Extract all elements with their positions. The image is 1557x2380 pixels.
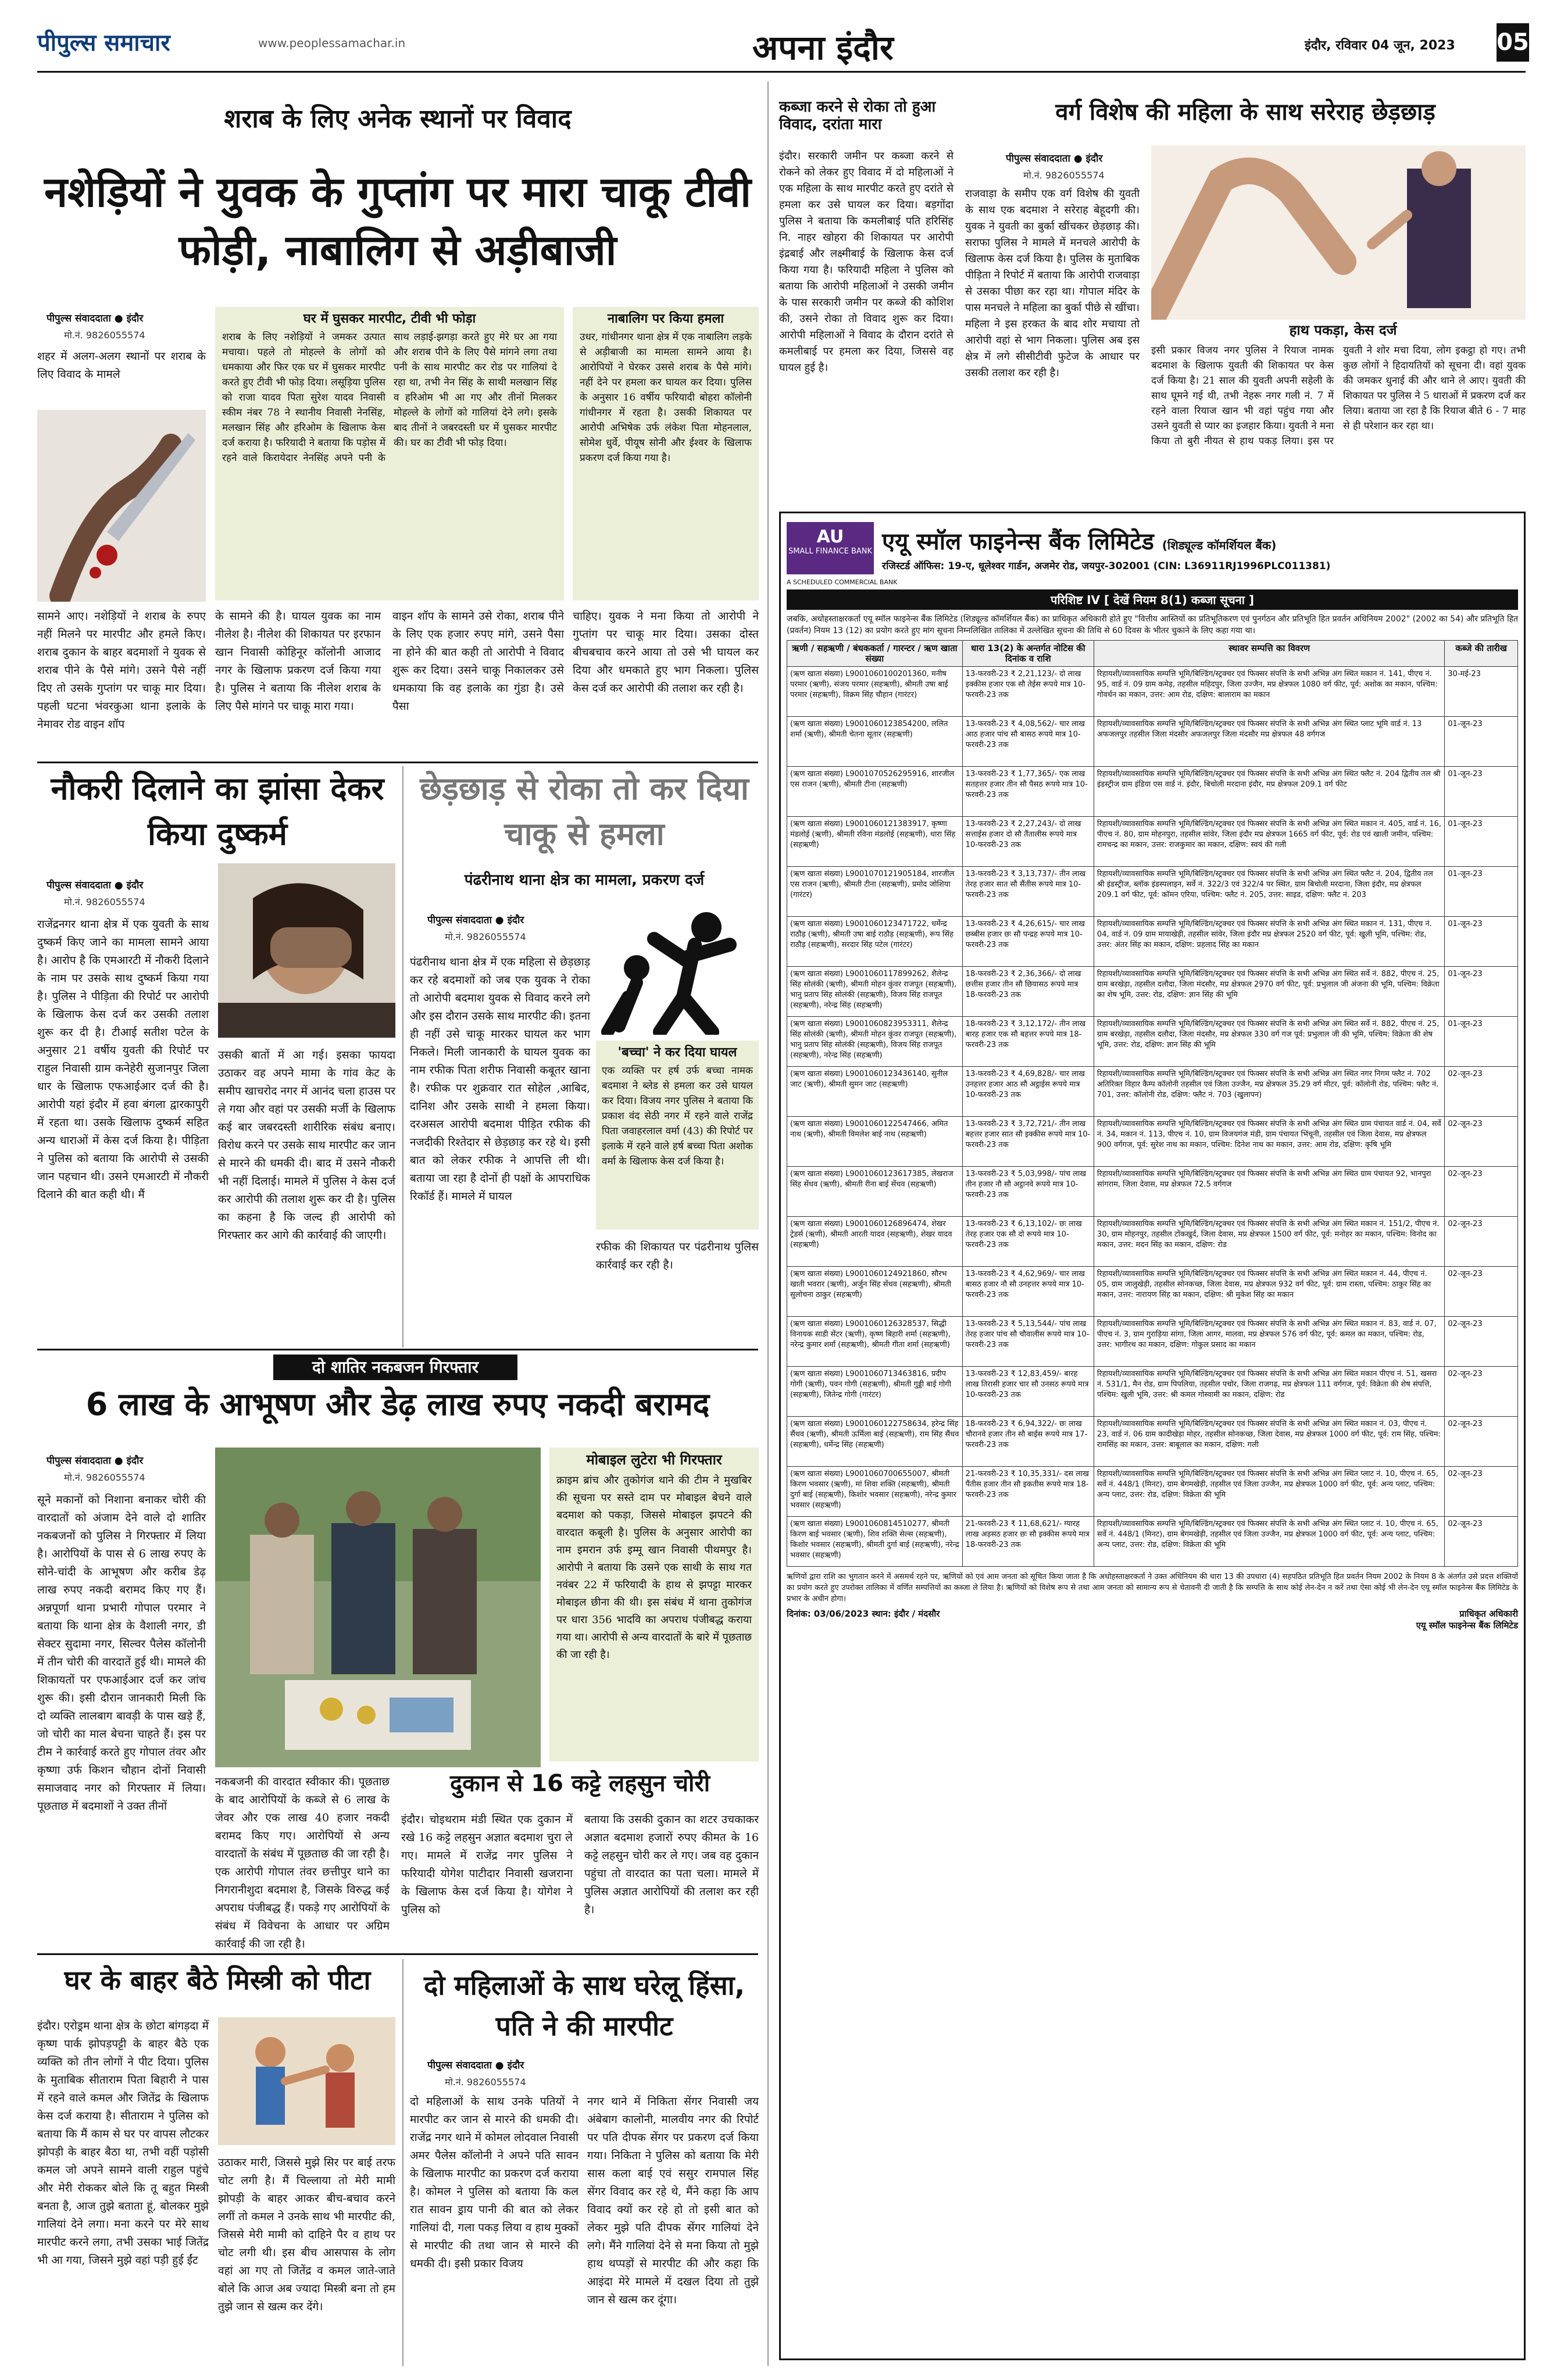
story5-headline: दुकान से 16 कट्टे लहसुन चोरी — [449, 1770, 710, 1797]
story2-headline: नौकरी दिलाने का झांसा देकर किया दुष्कर्म — [51, 770, 384, 852]
notice-place-date: दिनांक: 03/06/2023 स्थान: इंदौर / मंदसौर — [787, 1609, 940, 1619]
table-cell: (ऋण खाता संख्या) L9001060123854200, ललित शर्मा (ऋणी), श्रीमती चेतना सूतार (सहऋणी) — [787, 717, 963, 767]
table-cell: 01-जून-23 — [1445, 767, 1518, 817]
notice-table-body — [787, 667, 1518, 1567]
table-cell: रिहायशी/व्यावसायिक सम्पत्ति भूमि/बिल्डिंग/स्ट्रक्चर एवं फिक्सर संपत्ति के सभी अभिन्न अंग स्थित मकान नं. 151/2, पीएच नं. 30, ग्राम मोहनपुर, तहसील टोंकखुर्द, जिला देवास, मप्र क्षेत्रफल 1500 वर्ग फीट, पूर्व: मनोहर का मकान, पश्चिम: विनोद का मकान, उत्तर: मदन सिंह का मकान, दक्षिण: रोड — [1094, 1217, 1444, 1267]
story4-photo — [215, 1448, 541, 1767]
table-cell: रिहायशी/व्यावसायिक सम्पत्ति भूमि/बिल्डिंग/स्ट्रक्चर एवं फिक्सर संपत्ति के सभी अभिन्न अंग स्थित फ्लैट नं. 204 द्वितीय तल श्री इंडस्ट्रीज ग्राम इंडिया एस वार्ड नं. इंदौर, बिचोली मरदाना इंदौर, मप्र क्षेत्रफल 209.1 वर्ग फीट — [1094, 767, 1444, 817]
story7-headline: दो महिलाओं के साथ घरेलू हिंसा, पति ने की मारपीट — [423, 1970, 745, 2042]
story3-photo — [596, 898, 759, 1035]
table-cell: 13-फरवरी-23 ₹ 3,72,721/- तीन लाख बहत्तर हजार सात सौ इक्कीस रूपये मात्र 10-फरवरी-23 तक — [962, 1117, 1094, 1167]
story6-headline: घर के बाहर बैठे मिस्त्री को पीटा — [64, 1964, 371, 1996]
table-cell: 30-मई-23 — [1445, 667, 1518, 717]
story1-headline: नशेड़ियों ने युवक के गुप्तांग पर मारा चाकू टीवी फोड़ी, नाबालिग से अड़ीबाजी — [44, 167, 751, 274]
story9-byline: पीपुल्स संवाददाता ● इंदौर — [1006, 153, 1103, 165]
table-cell: 02-जून-23 — [1445, 1317, 1518, 1367]
story4-box — [549, 1448, 759, 1761]
bank-tagline: A SCHEDULED COMMERCIAL BANK — [787, 578, 898, 586]
table-cell: 02-जून-23 — [1445, 1367, 1518, 1417]
divider — [37, 762, 758, 763]
section-title: अपना इंदौर — [752, 28, 894, 67]
bank-logo-subtext: SMALL FINANCE BANK — [788, 547, 873, 556]
table-row — [787, 767, 1518, 817]
table-cell: रिहायशी/व्यावसायिक सम्पत्ति भूमि/बिल्डिंग/स्ट्रक्चर एवं फिक्सर संपत्ति के सभी अभिन्न अंग स्थित प्लाट नं. 10, पीएच नं. 65, सर्वे नं. 448/1 (मिनट), ग्राम बेगमखेड़ी, तहसील एवं जिला उज्जैन, मप्र क्षेत्रफल 1000 वर्ग फीट, पूर्व: अन्य प्लाट, पश्चिम: अन्य प्लाट, उत्तर: रोड, दक्षिण: विक्रेता की भूमि — [1094, 1517, 1444, 1567]
divider — [402, 766, 403, 1348]
bank-address: रजिस्टर्ड ऑफिस: 19-ए, धूलेश्वर गार्डन, अजमेर रोड, जयपुर-302001 (CIN: L36911RJ1996PLC011381) — [882, 560, 1331, 572]
table-cell: 13-फरवरी-23 ₹ 4,62,969/- चार लाख बासठ हजार नौ सौ उनहत्तर रूपये मात्र 10-फरवरी-23 तक — [962, 1267, 1094, 1317]
table-row — [787, 1167, 1518, 1217]
notice-table — [787, 640, 1518, 1567]
story4-col2: नकबजनी की वारदात स्वीकार की। पूछताछ के बाद आरोपियों के कब्जे से 6 लाख के जेवर और एक लाख 40 हजार नकदी बरामद किए गए। आरोपियों से अन्य वारदातों के संबंध में पूछताछ की जा रही है। एक आरोपी गोपाल तंवर छत्तीपुर थाने का निगरानीशुदा बदमाश है, जिसके विरुद्ध कई अपराध पंजीबद्ध हैं। पकड़े गए आरोपियों के संबंध में विवेचना के आधार पर अग्रिम कार्रवाई की जा रही है। — [215, 1775, 390, 1950]
bank-notice — [779, 512, 1526, 2360]
table-cell: 13-फरवरी-23 ₹ 5,13,544/- पांच लाख तेरह हजार पांच सौ चौवालीस रूपये मात्र 10-फरवरी-23 तक — [962, 1317, 1094, 1367]
notice-signatory: प्राधिकृत अधिकारी — [1459, 1609, 1518, 1619]
story3-headline: छेड़छाड़ से रोका तो कर दिया चाकू से हमला — [420, 770, 749, 852]
police-arrest-photo — [215, 1448, 541, 1767]
table-row — [787, 1267, 1518, 1317]
table-cell: (ऋण खाता संख्या) L9001060123436140, सुनील जाट (ऋणी), श्रीमती सुमन जाट (सहऋणी) — [787, 1067, 963, 1117]
story4-banner: दो शातिर नकबजन गिरफ्तार — [273, 1355, 517, 1380]
story1-box-tv — [215, 307, 564, 601]
knife-attack-silhouette — [596, 898, 759, 1035]
story6-photo — [218, 2017, 395, 2145]
table-cell: (ऋण खाता संख्या) L9001060123471722, धर्मेन्द्र राठौड़ (ऋणी), श्रीमती उषा बाई राठौड़ (सहऋणी), रूप सिंह राठौड़ (सहऋणी), सरदार सिंह पटेल (गारंटर) — [787, 917, 963, 967]
table-cell: (ऋण खाता संख्या) L9001060700655007, श्रीमती किरण भवसार (ऋणी), मां शिवा शक्ति (सहऋणी), श्रीमती दुर्गा बाई (सहऋणी), किशोर भवसार (सहऋणी), नरेन्द्र कुमार भवसार (सहऋणी) — [787, 1467, 963, 1517]
bank-logo — [787, 522, 874, 574]
story6-col2: उठाकर मारी, जिससे मुझे सिर पर बाई तरफ चोट लगी है। मैं चिल्लाया तो मेरी मामी झोपड़ी के बाहर आकर बीच-बचाव करने लगीं तो कमल ने उनके साथ भी मारपीट की, जिससे मेरी मामी को दाहिने पैर व हाथ पर चोट लगी थी। इस बीच आसपास के लोग वहां आ गए तो जितेंद्र व कमल जाते-जाते बोले कि आज अब ज्यादा मिस्त्री बना तो हम तुझे जान से खत्म कर देंगे। — [218, 2156, 395, 2313]
story4-mobile: मो.नं. 9826055574 — [64, 1472, 145, 1483]
table-cell: 13-फरवरी-23 ₹ 6,13,102/- छः लाख तेरह हजार एक सौ दो रूपये मात्र 10-फरवरी-23 तक — [962, 1217, 1094, 1267]
table-cell: रिहायशी/व्यावसायिक सम्पत्ति भूमि/बिल्डिंग/स्ट्रक्चर एवं फिक्सर संपत्ति के सभी अभिन्न अंग स्थित मकान नं. 03, पीएच नं. 23, वार्ड नं. 06 ग्राम कादीखेड़ा मोहर, तहसील सोनकच्छ, जिला देवास, मप्र क्षेत्रफल 1000 वर्ग फीट, पूर्व: राम सिंह, पश्चिम: रामसिंह का मकान, उत्तर: बाबूलाल का मकान, दक्षिण: गली — [1094, 1417, 1444, 1467]
table-row — [787, 1367, 1518, 1417]
box-text: क्राइम ब्रांच और तुकोगंज थाने की टीम ने मुखबिर की सूचना पर सस्ते दाम पर मोबाइल बेचने वाले बदमाश को पकड़ा, जिससे मोबाइल झपटने की वारदात कबूली है। पुलिस के अनुसार आरोपी का नाम इमरान उर्फ इम्मू खान निवासी पीथमपुर है। आरोपी ने बताया कि उसने एक साथी के साथ गत नवंबर 22 में फरियादी के हाथ से झपट्टा मारकर मोबाइल छीना की थी। इस संबंध में थाना तुकोगंज पर धारा 356 भादवि का अपराध पंजीबद्ध कराया गया था। आरोपी से अन्य वारदातों के बारे में पूछताछ की जा रही है। — [556, 1474, 752, 1661]
table-cell: (ऋण खाता संख्या) L9001060117899262, शैलेन्द्र सिंह सोलंकी (ऋणी), श्रीमती मोहन कुंवर राजपूत (सहऋणी), भानु प्रताप सिंह सोलंकी (सहऋणी), विजय सिंह राजपूत (सहऋणी), नरेन्द्र सिंह (सहऋणी) — [787, 967, 963, 1017]
notice-intro: जबकि, अधोहस्ताक्षरकर्ता एयू स्मॉल फाइनेन्स बैंक लिमिटेड (शिड्यूल्ड कॉमर्शियल बैंक) का प्राधिकृत अधिकारी होते हुए "वित्तीय आस्तियों का प्रतिभूतिकरण एवं पुनर्गठन और प्रतिभूति हित प्रवर्तन अधिनियम 2002" (2002 का 54) और प्रतिभूति हित (प्रवर्तन) नियम 13 (12) का प्रयोग करते हुए मांग सूचना निम्नलिखित तालिका में उल्लेखित सूचना की तिथि से 60 दिवस के भीतर चुकाने के लिए कहा गया था। — [787, 614, 1518, 635]
box-text: शराब के लिए नशेड़ियों ने जमकर उत्पात मचाया। पहले तो मोहल्ले के लोगों को धमकाया और फिर एक घर में घुसकर मारपीट करते हुए टीवी भी फोड़ दिया। लसूड़िया पुलिस को राजा यादव पिता सुरेश यादव निवासी स्कीम नंबर 78 ने स्थानीय निवासी नेनसिंह, मलखान सिंह और हरिओम के खिलाफ केस दर्ज कराया है। फरियादी ने बताया कि पड़ोस में रहने वाले किरायेदार नेनसिंह अपने पनी के साथ लड़ाई-झगड़ा करते हुए मेरे घर आ गया और शराब पीने के लिए पैसे मांगने लगा तथा पनी के साथ मारपीट कर रोड पर गालियां दे रहा था, तभी नेन सिंह के साथी मलखान सिंह व हरिओम भी आ गए और तीनों मिलकर मोहल्ले के लोगों को गालियां देने लगे। इसके बाद तीनों ने जबरदस्ती घर में घुसकर मारपीट की। घर का टीवी भी फोड़ दिया। — [222, 331, 557, 464]
divider — [37, 1953, 758, 1955]
story2-col1: राजेंद्रनगर थाना क्षेत्र में एक युवती के साथ दुष्कर्म किए जाने का मामला सामने आया है। आरोप है कि एमआरटी में नौकरी दिलाने के नाम पर उसके साथ दुष्कर्म किया गया है। पुलिस ने पीड़िता की रिपोर्ट पर आरोपी के खिलाफ केस दर्ज कर उसकी तलाश शुरू कर दी है। टीआई सतीश पटेल के अनुसार 21 वर्षीय युवती की रिपोर्ट पर राहुल निवासी ग्राम कनेहेरी सुजानपुर जिला धार के खिलाफ एफआईआर दर्ज की है। आरोपी यहां इंदौर में हवा बंगला द्वारकापुरी में रहता था। उसके खिलाफ दुष्कर्म सहित अन्य धाराओं में केस दर्ज किया है। पीड़िता ने पुलिस को बताया कि आरोपी से उसकी जान पहचान थी। उसने एमआरटी में नौकरी दिलाने की बात कही थी। मैं — [37, 918, 209, 1201]
table-row — [787, 917, 1518, 967]
table-row — [787, 967, 1518, 1017]
table-cell: 01-जून-23 — [1445, 917, 1518, 967]
table-cell: रिहायशी/व्यावसायिक सम्पत्ति भूमि/बिल्डिंग/स्ट्रक्चर एवं फिक्सर संपत्ति के सभी अभिन्न अंग स्थित सर्वे नं. 882, पीएच नं. 25, ग्राम बरखेड़ा, तहसील दलौदा, जिला मंदसौर, मप्र क्षेत्रफल 330 वर्ग गज पूर्व: प्रभुलाल जी की भूमि, पश्चिम: विक्रेता की शेष भूमि, उत्तर: रोड, दक्षिण: ज्ञान सिंह की भूमि — [1094, 1017, 1444, 1067]
table-cell: रिहायशी/व्यावसायिक सम्पत्ति भूमि/बिल्डिंग/स्ट्रक्चर एवं फिक्सर संपत्ति के सभी अभिन्न अंग स्थित मकान नं. 141, पीएच नं. 95, वार्ड नं. 09 ग्राम कमेड़, तहसील महिदपुर, जिला उज्जैन, मप्र क्षेत्रफल 1080 वर्ग फीट, पूर्व: अशोक का मकान, पश्चिम: गोवर्धन का मकान, उत्तर: आम रोड, दक्षिण: बालाराम का मकान — [1094, 667, 1444, 717]
table-cell: (ऋण खाता संख्या) L9001060100201360, मनीष परमार (ऋणी), संजय परमार (सहऋणी), श्रीमती उषा बाई परमार (सहऋणी), विक्रम सिंह चौहान (गारंटर) — [787, 667, 963, 717]
table-cell: रिहायशी/व्यावसायिक सम्पत्ति भूमि/बिल्डिंग/स्ट्रक्चर एवं फिक्सर संपत्ति के सभी अभिन्न अंग स्थित ग्राम पंचायत 92, भानपुरा सांगराम, जिला देवास, मप्र क्षेत्रफल 72.5 वर्गगज — [1094, 1167, 1444, 1217]
notice-table-header — [787, 641, 1518, 667]
beating-illustration — [218, 2017, 395, 2145]
column-header: कब्जे की तारीख — [1445, 641, 1518, 667]
table-cell: 13-फरवरी-23 ₹ 5,03,998/- पांच लाख तीन हजार नौ सौ अट्ठानवे रूपये मात्र 10-फरवरी-23 तक — [962, 1167, 1094, 1217]
table-cell: 01-जून-23 — [1445, 1017, 1518, 1067]
story1-col3: वाइन शॉप के सामने उसे रोका, शराब पीने के लिए एक हजार रुपए मांगे, उसने पैसा ना होने की बात कही तो आरोपी ने विवाद शुरू कर दिया। उसने चाकू निकालकर उसे धमकाया कि वह इलाके का गुंडा है। उसे पैसा — [392, 610, 564, 713]
assault-victim-illustration — [218, 863, 395, 1038]
box-title: मोबाइल लुटेरा भी गिरफ्तार — [586, 1452, 722, 1468]
table-cell: 02-जून-23 — [1445, 1067, 1518, 1117]
table-cell: 01-जून-23 — [1445, 867, 1518, 917]
table-cell: (ऋण खाता संख्या) L9001070526295916, शारजील एस राजन (ऋणी), श्रीमती टीना (सहऋणी) — [787, 767, 963, 817]
story4-headline: 6 लाख के आभूषण और डेढ़ लाख रुपए नकदी बरामद — [85, 1386, 710, 1423]
table-cell: रिहायशी/व्यावसायिक सम्पत्ति भूमि/बिल्डिंग/स्ट्रक्चर एवं फिक्सर संपत्ति के सभी अभिन्न अंग स्थित प्लाट भूमि वार्ड नं. 13 अफजलपुर तहसील जिला मंदसौर अफजलपुर जिला मंदसौर मप्र क्षेत्रफल 48 वर्गगज — [1094, 717, 1444, 767]
box-title: घर में घुसकर मारपीट, टीवी भी फोड़ा — [303, 312, 476, 326]
table-cell: (ऋण खाता संख्या) L9001060823953311, शैलेन्द्र सिंह सोलंकी (ऋणी), श्रीमती मोहन कुंवर राजपूत (सहऋणी), भानु प्रताप सिंह सोलंकी (सहऋणी), विजय सिंह राजपूत (सहऋणी), नरेन्द्र सिंह (सहऋणी) — [787, 1017, 963, 1067]
table-row — [787, 1117, 1518, 1167]
table-cell: रिहायशी/व्यावसायिक सम्पत्ति भूमि/बिल्डिंग/स्ट्रक्चर एवं फिक्सर संपत्ति के सभी अभिन्न अंग स्थित फ्लैट नं. 204, द्वितीय तल श्री इंडस्ट्रीज, ब्लॉक इंडस्पलाइन, सर्वे नं. 322/3 एवं 322/4 पर स्थित, ग्राम बिचोली मरदाना, जिला इंदौर, मप्र क्षेत्रफल 209.1 वर्ग फीट, पूर्व: कॉमन एरिया, पश्चिम: फ्लैट नं. 205, उत्तर: साइड, दक्षिण: फ्लैट नं. 203 — [1094, 867, 1444, 917]
table-cell: (ऋण खाता संख्या) L9001060121383917, कृष्णा मंडलोई (ऋणी), श्रीमती रविना मंडलोई (सहऋणी), धारा सिंह (सहऋणी) — [787, 817, 963, 867]
website-url[interactable]: www.peoplessamachar.in — [258, 36, 406, 50]
table-cell: (ऋण खाता संख्या) L9001060814510277, श्रीमती किरण बाई भवसार (ऋणी), शिव शक्ति सेल्स (सहऋणी), किशोर भवसार (सहऋणी), श्रीमती दुर्गा बाई (सहऋणी), नरेन्द्र भवसार (सहऋणी) — [787, 1517, 963, 1567]
story1-photo-knife — [37, 410, 206, 602]
table-cell: (ऋण खाता संख्या) L9001060126328537, सिद्धी विनायक साडी सेंटर (ऋणी), कृष्ण बिहारी शर्मा (सहऋणी), नरेन्द्र कुमार शर्मा (सहऋणी), श्रीमती गीता शर्मा (सहऋणी) — [787, 1317, 963, 1367]
story7-col1: दो महिलाओं के साथ उनके पतियों ने मारपीट कर जान से मारने की धमकी दी। राजेंद्र नगर थाने में कोमल लोदवाल निवासी अमर पैलेस कॉलोनी ने अपने पति सावन के खिलाफ मारपीट का प्रकरण दर्ज कराया है। कोमल ने पुलिस को बताया कि कल रात सावन ड्राय पानी की बात को लेकर गालियां दी, गला पकड़ लिया व हाथ मुक्कों से मारपीट की तथा जान से मारने की धमकी दी। इसी प्रकार विजय — [410, 2095, 578, 2270]
table-row — [787, 717, 1518, 767]
table-cell: 02-जून-23 — [1445, 1267, 1518, 1317]
box-title: 'बच्चा' ने कर दिया घायल — [617, 1045, 737, 1060]
story9-box-text: इसी प्रकार विजय नगर पुलिस ने रियाज नामक बदमाश के खिलाफ युवती की शिकायत पर केस दर्ज किया है। 21 साल की युवती अपनी सहेली के साथ घूमने गई थी, तभी नेहरू नगर गली नं. 7 में रहने वाला रियाज खान भी वहां पहुंच गया और उसने युवती से प्यार का इजहार किया। युवती ने मना किया तो बुरी नीयत से हाथ पकड़ लिया। इस पर युवती ने शोर मचा दिया, लोग इकट्ठा हो गए। तभी कुछ लोगों ने हिदायतियों को सूचना दी। वहां युवक की जमकर धुनाई की और थाने ले आए। युवती की शिकायत पर पुलिस ने 5 धाराओं में प्रकरण दर्ज कर लिया। बताया जा रहा है कि रियाज बीते 6 - 7 माह से ही परेशान कर रहा था। — [1151, 345, 1526, 447]
table-cell: 02-जून-23 — [1445, 1167, 1518, 1217]
column-header: ऋणी / सहऋणी / बंधककर्ता / गारन्टर / ऋण खाता संख्या — [787, 641, 963, 667]
table-cell: रिहायशी/व्यावसायिक सम्पत्ति भूमि/बिल्डिंग/स्ट्रक्चर एवं फिक्सर संपत्ति के सभी अभिन्न अंग स्थित सर्वे नं. 882, पीएच नं. 25, ग्राम बरखेड़ा, तहसील दलौदा, जिला मंदसौर, मप्र क्षेत्रफल 2970 वर्ग फीट, पूर्व: प्रभुलाल जी अंजना की भूमि, पश्चिम: विक्रेता का शेष भूमि, उत्तर: रोड, दक्षिण: ज्ञान सिंह की भूमि — [1094, 967, 1444, 1017]
story9-box-title: हाथ पकड़ा, केस दर्ज — [1289, 322, 1397, 338]
story1-col2: के सामने की है। घायल युवक का नाम नीलेश है। नीलेश की शिकायत पर इरफान खान निवासी कोहिनूर कॉलोनी आजाद नगर के खिलाफ प्रकरण दर्ज किया गया है। पुलिस ने बताया कि नीलेश शराब के लिए पैसे मांगने पर चाकू मारा गया। — [215, 610, 381, 713]
story1-box-minor — [573, 307, 759, 601]
story7-col2: नगर थाने में निकिता सेंगर निवासी जय अंबेबाग कालोनी, मालवीय नगर की रिपोर्ट पर पति दीपक सेंगर पर प्रकरण दर्ज किया गया। निकिता ने पुलिस को बताया कि मेरी सास कला बाई एवं ससुर रामपाल सिंह सेंगर विवाद कर रहे थे, मैंने कहा कि आप विवाद क्यों कर रहे हो तो इसी बात को लेकर मुझे पति दीपक सेंगर गालियां देने लगे। मैंने गालियां देने से मना किया तो मुझे हाथ थप्पड़ों से मारपीट की और कहा कि आइंदा मेरे मामले में दखल दिया तो तुझे जान से खत्म कर दूंगा। — [587, 2095, 759, 2306]
story1-col4: चाहिए। युवक ने मना किया तो आरोपी ने गुप्तांग पर चाकू मार दिया। उसका दोस्त बीचबचाव करने आया तो उसे भी घायल कर दिया और धमकाते हुए भाग निकला। पुलिस केस दर्ज कर आरोपी की तलाश कर रही है। — [573, 610, 759, 695]
story3-col1: पंढरीनाथ थाना क्षेत्र में एक महिला से छेड़छाड़ कर रहे बदमाशों को जब एक युवक ने रोका तो आरोपी बदमाश युवक से विवाद करने लगे और इस दौरान उसके साथ मारपीट की। इतना ही नहीं उसे चाकू मारकर घायल कर भाग निकले। मिली जानकारी के घायल युवक का नाम रफीक पिता शरीफ निवासी कबूतर खाना है। रफीक पर शुक्रवार रात सोहेल ,आबिद, दानिश और उसके साथी ने हमला किया। दरअसल आरोपी बदमाश पीड़ित रफीक की नजदीकी रिश्तेदार से छेड़छाड़ कर रहे थे। इसी बात को लेकर रफीक ने आपत्ति ली थी। बताया जा रहा है दोनों ही पक्षों के आपराधिक रिकॉर्ड हैं। मामले में घायल — [410, 956, 590, 1203]
story5-col2: बताया कि उसकी दुकान का शटर उचकाकर अज्ञात बदमाश हजारों रुपए कीमत के 16 कट्टे लहसुन चोरी कर ले गए। जब वह दुकान पहुंचा तो वारदात का पता चला। मामले में पुलिस अज्ञात आरोपियों की तलाश कर रही है। — [584, 1813, 759, 1916]
story2-mobile: मो.नं. 9826055574 — [64, 896, 145, 907]
story4-col1: सूने मकानों को निशाना बनाकर चोरी की वारदातों को अंजाम देने वाले दो शातिर नकबजनों को पुलिस ने गिरफ्तार में लिया है। आरोपियों के पास से 6 लाख रुपए के सोने-चांदी के आभूषण और करीब डेढ़ लाख रुपए नकदी बरामद किए गए हैं। अन्नपूर्णा थाना प्रभारी गोपाल परमार ने बताया कि थाना क्षेत्र के वैशाली नगर, डी सेक्टर सुदामा नगर, सिल्वर पैलेस कॉलोनी में तीन चोरी की वारदातें हुई थी। मामले की शिकायतों पर एफआईआर दर्ज कर जांच शुरू की। इसी दौरान जानकारी मिली कि दो व्यक्ति लालबाग बावड़ी के पास खड़े हैं, जो चोरी का माल बेचना चाहते हैं। इस पर टीम ने कार्रवाई करते हुए गोपाल तंवर और कृष्णा उर्फ किशन चौहान दोनों निवासी समाजवाद नगर को गिरफ्तार में लिया। पूछताछ में बदमाशों ने उक्त तीनों — [37, 1493, 206, 1813]
story3-box — [596, 1041, 759, 1230]
box-text: उधर, गांधीनगर थाना क्षेत्र में एक नाबालिग लड़के से अड़ीबाजी का मामला सामने आया है। आरोपियों ने घेरकर उससे शराब के पैसे मांगे। नहीं देने पर हमला कर घायल कर दिया। पुलिस के अनुसार 16 वर्षीय फरियादी बोहरा कॉलोनी गांधीनगर में रहता है। उसकी शिकायत पर आरोपी अभिषेक उर्फ लंकेश पिता मोहनलाल, सोमेश धुर्वे, पीयूष सोनी और ईश्वर के खिलाफ प्रकरण दर्ज किया गया है। — [580, 331, 752, 464]
story3-mobile: मो.नं. 9826055574 — [445, 931, 526, 942]
table-cell: (ऋण खाता संख्या) L9001060126896474, शेखर ट्रेडर्स (ऋणी), श्रीमती आरती यादव (सहऋणी), शेखर यादव (सहऋणी) — [787, 1217, 963, 1267]
bank-name-text: एयू स्मॉल फाइनेन्स बैंक लिमिटेड — [882, 528, 1154, 555]
masthead — [37, 23, 1529, 70]
divider — [767, 81, 769, 2366]
table-row — [787, 867, 1518, 917]
story5-col1: इंदौर। चोइथराम मंडी स्थित एक दुकान में रखे 16 कट्टे लहसुन अज्ञात बदमाश चुरा ले गए। मामले में राजेंद्र नगर पुलिस ने फरियादी योगेश पाटीदार निवासी खजराना के खिलाफ केस दर्ज किया है। योगेश ने पुलिस को — [401, 1813, 573, 1916]
story3-subhead: पंढरीनाथ थाना क्षेत्र का मामला, प्रकरण दर्ज — [464, 871, 705, 889]
table-cell: (ऋण खाता संख्या) L9001070121905184, शारजील एस राजन (ऋणी), श्रीमती टीना (सहऋणी), प्रमोद जोशिया (गारंटर) — [787, 867, 963, 917]
table-row — [787, 1067, 1518, 1117]
table-cell: रिहायशी/व्यावसायिक सम्पत्ति भूमि/बिल्डिंग/स्ट्रक्चर एवं फिक्सर संपत्ति के सभी अभिन्न अंग स्थित मकान पीएच नं. 51, खसरा नं. 531/1, मैन रोड, ग्राम पिपलिया, तहसील पचोर, जिला राजगढ़, मप्र क्षेत्रफल 111 वर्गगज, पूर्व: विक्रेता की शेष संपत्ति, पश्चिम: खुली भूमि, उत्तर: श्री कमल गोस्वामी का मकान, दक्षिण: रोड — [1094, 1367, 1444, 1417]
box-text: एक व्यक्ति पर हर्ष उर्फ बच्चा नामक बदमाश ने ब्लेड से हमला कर उसे घायल कर दिया। विजय नगर पुलिस ने बताया कि प्रकाश वंद सेठी नगर में रहने वाले राजेंद्र पिता जवाहरलाल वर्मा (43) की रिपोर्ट पर इलाके में रहने वाले हर्ष बच्चा पिता अशोक वर्मा के खिलाफ केस दर्ज किया है। — [602, 1065, 753, 1168]
table-cell: 01-जून-23 — [1445, 817, 1518, 867]
table-cell: 13-फरवरी-23 ₹ 2,27,243/- दो लाख सत्ताईस हजार दो सौ तैंतालीस रूपये मात्र 10-फरवरी-23 तक — [962, 817, 1094, 867]
table-cell: 02-जून-23 — [1445, 1117, 1518, 1167]
column-header: स्थावर सम्पत्ति का विवरण — [1094, 641, 1444, 667]
story9-text: राजवाड़ा के समीप एक वर्ग विशेष की युवती के साथ एक बदमाश ने सरेराह बेहूदगी की। युवक ने युवती का बुर्का खींचकर छेड़छाड़ की। सराफा पुलिस ने मामले में मनचले आरोपी के खिलाफ केस दर्ज किया है। पुलिस के मुताबिक पीड़िता ने रिपोर्ट में बताया कि आरोपी राजवाड़ा से उसका पीछा कर रहा था। गोपाल मंदिर के पास मनचले ने महिला का बुर्का पीछे से खींचा। महिला ने इस हरकत के बाद शोर मचाया तो आरोपी वहां से भाग निकला। पुलिस अब इस क्षेत्र में लगे सीसीटीवी फुटेज के आधार पर उसकी तलाश कर रही है। — [965, 188, 1140, 379]
table-cell: (ऋण खाता संख्या) L9001060123617385, लेखराज सिंह सेंधव (ऋणी), श्रीमती रीना बाई सेंधव (सहऋणी) — [787, 1167, 963, 1217]
story6-col1: इंदौर। एरोड्रम थाना क्षेत्र के छोटा बांगड़दा में कृष्ण पार्क झोपड़पट्टी के बाहर बैठे एक व्यक्ति को तीन लोगों ने पीट दिया। पुलिस के मुताबिक सीताराम पिता बिहारी ने पास में रहने वाले कमल और जितेंद्र के खिलाफ केस दर्ज कराया है। सीताराम ने पुलिस को बताया कि मैं काम से घर पर वापस लौटकर झोपड़ी के बाहर बैठा था, तभी वहीं पड़ोसी कमल जो अपने सामने वाली राहुल पहुंचे और मेरी रोककर बोले कि तू बहुत मिस्त्री बनता है, आज तुझे बताता हूं, बोलकर मुझे गालियां देने लगा। मना करने पर मेरे साथ मारपीट करने लगा, तभी उसका भाई जितेंद्र भी आ गया, जिसने मुझे वहां पड़ी हुई ईंट — [37, 2020, 209, 2267]
story9-mobile: मो.नं. 9826055574 — [1023, 170, 1105, 181]
table-cell: (ऋण खाता संख्या) L9001060124921860, सौरभ खाती भवरार (ऋणी), अर्जुन सिंह सेंधव (सहऋणी), श्रीमती सुलोचना ठाकुर (सहऋणी) — [787, 1267, 963, 1317]
table-row — [787, 1517, 1518, 1567]
masthead-rule — [37, 71, 1526, 73]
story3-col2: रफीक की शिकायत पर पंढरीनाथ पुलिस कार्रवाई कर रही है। — [596, 1241, 759, 1271]
table-cell: 02-जून-23 — [1445, 1517, 1518, 1567]
table-cell: रिहायशी/व्यावसायिक सम्पत्ति भूमि/बिल्डिंग/स्ट्रक्चर एवं फिक्सर संपत्ति के सभी अभिन्न अंग स्थित नगर निगम फ्लैट नं. 702 अतिरिक्त विहार कैम्प कॉलोनी तहसील एवं जिला उज्जैन, मप्र क्षेत्रफल 35.29 वर्ग मीटर, पूर्व: कॉलोनी रोड, पश्चिम: फ्लैट नं. 701, उत्तर: कॉलोनी रोड, दक्षिण: फ्लैट नं. 703 (खुलापन) — [1094, 1067, 1444, 1117]
table-row — [787, 667, 1518, 717]
bank-logo-text: AU — [816, 527, 844, 547]
table-cell: रिहायशी/व्यावसायिक सम्पत्ति भूमि/बिल्डिंग/स्ट्रक्चर एवं फिक्सर संपत्ति के सभी अभिन्न अंग स्थित मकान नं. 131, पीएच नं. 04, वार्ड नं. 09 ग्राम मायाखेड़ी, तहसील सांवेर, जिला इंदौर मप्र क्षेत्रफल 2520 वर्ग फीट, पूर्व: खुली भूमि, पश्चिम: रोड, उत्तर: अंतर सिंह का मकान, दक्षिण: प्रहलाद सिंह का मकान — [1094, 917, 1444, 967]
story7-mobile: मो.नं. 9826055574 — [445, 2077, 526, 2088]
table-cell: 13-फरवरी-23 ₹ 12,83,459/- बारह लाख तिरासी हजार चार सौ उनसठ रूपये मात्र 10-फरवरी-23 तक — [962, 1367, 1094, 1417]
table-row — [787, 1467, 1518, 1517]
table-cell: रिहायशी/व्यावसायिक सम्पत्ति भूमि/बिल्डिंग/स्ट्रक्चर एवं फिक्सर संपत्ति के सभी अभिन्न अंग स्थित ग्राम पंचायत वार्ड नं. 04, सर्वे नं. 34, मकान नं. 113, पीएच नं. 10, ग्राम विजयगंज मंडी, ग्राम पंचायत भिंचूनी, तहसील एवं जिला देवास, मप्र क्षेत्रफल 900 वर्गगज, पूर्व: सुरेश नाथ का मकान, पश्चिम: दिनेश नाथ का मकान, उत्तर: आम रोड, दक्षिण: कृषि भूमि — [1094, 1117, 1444, 1167]
table-cell: (ऋण खाता संख्या) L9001060122758634, हरेन्द्र सिंह सैंधव (ऋणी), श्रीमती ऊर्मिला बाई (सहऋणी), राम सिंह सैंधव (सहऋणी), धर्मेन्द्र सिंह (सहऋणी) — [787, 1417, 963, 1467]
table-cell: 13-फरवरी-23 ₹ 4,69,828/- चार लाख उनहत्तर हजार आठ सौ अट्ठाईस रूपये मात्र 10-फरवरी-23 तक — [962, 1067, 1094, 1117]
story2-photo — [218, 863, 395, 1038]
story9-photo — [1151, 145, 1526, 320]
column-header: धारा 13(2) के अन्तर्गत नोटिस की दिनांक व राशि — [962, 641, 1094, 667]
table-cell: 18-फरवरी-23 ₹ 3,12,172/- तीन लाख बारह हजार एक सौ बहत्तर रूपये मात्र 18-फरवरी-23 तक — [962, 1017, 1094, 1067]
story2-col2: उसकी बातों में आ गई। इसका फायदा उठाकर वह अपने मामा के गांव केट के समीप खाचरोद नगर में आनंद चला हाउस पर ले गया और वहां पर उसकी मर्जी के खिलाफ कई बार जबरदस्ती शारीरिक संबंध बनाए। विरोध करने पर उसके साथ मारपीट कर जान से मारने की धमकी दी। बाद में उसने नौकरी भी नहीं दिलाई। मामले में पुलिस ने केस दर्ज कर आरोपी की तलाश शुरू कर दी है। पुलिस का कहना है कि जल्द ही आरोपी को गिरफ्तार कर आगे की कार्रवाई की जाएगी। — [218, 1049, 395, 1242]
table-cell: 01-जून-23 — [1445, 967, 1518, 1017]
divider — [37, 1349, 758, 1350]
story8-text: इंदौर। सरकारी जमीन पर कब्जा करने से रोकने को लेकर हुए विवाद में दो महिलाओं ने एक महिला के साथ मारपीट करते हुए दरांते से हमला कर उसे घायल कर दिया। बड़गोंदा पुलिस ने बताया कि कमलीबाई पति हरिसिंह नि. नाहर खोहरा की शिकायत पर आरोपी इंद्रबाई और लक्ष्मीबाई के खिलाफ केस दर्ज किया गया है। फरियादी महिला ने पुलिस को बताया कि आरोपी महिलाओं ने उसकी जमीन के पास सरकारी जमीन पर कब्जे की कोशिश की, उसने रोका तो विवाद शुरू कर दिया। आरोपी महिलाओं ने विवाद के दौरान दरांते से कमलीबाई पर हमला कर दिया, जिससे वह घायल हुई है। — [779, 150, 954, 374]
story2-byline: पीपुल्स संवाददाता ● इंदौर — [47, 880, 144, 891]
story4-byline: पीपुल्स संवाददाता ● इंदौर — [47, 1455, 144, 1467]
table-cell: 18-फरवरी-23 ₹ 2,36,366/- दो लाख छत्तीस हजार तीन सौ छियासठ रूपये मात्र 18-फरवरी-23 तक — [962, 967, 1094, 1017]
bank-type: (शिड्यूल्ड कॉमर्शियल बैंक) — [1162, 538, 1277, 552]
table-cell: 01-जून-23 — [1445, 717, 1518, 767]
story7-byline: पीपुल्स संवाददाता ● इंदौर — [427, 2060, 524, 2071]
story1-mobile: मो.नं. 9826055574 — [64, 330, 145, 341]
notice-footer: ऋणियों द्वारा राशि का भुगतान करने में असमर्थ रहने पर, ऋणियों को एवं आम जनता को सूचित किया जाता है कि अधोहस्ताक्षरकर्ता ने उक्त अधिनियम की धारा 13 की उपधारा (4) सहपठित प्रतिभूति हित प्रवर्तन नियम 2002 के नियम 8 के अंतर्गत उसे प्रदत्त शक्तियों का प्रयोग करते हुए उपरोक्त तालिका में वर्णित सम्पत्तियों का कब्जा ले लिया है। ऋणियों को विशेष रूप से तथा आम जनता को सामान्य रूप से चेतावनी दी जाती है कि सम्पत्ति के साथ कोई लेन-देन न करें तथा ऐसा कोई भी लेन-देन एयू स्मॉल फाइनेन्स बैंक लिमिटेड के प्रभार के अधीन होगा। — [787, 1573, 1518, 1603]
table-cell: 13-फरवरी-23 ₹ 1,77,365/- एक लाख सतहत्तर हजार तीन सौ पैसठ रूपये मात्र 10-फरवरी-23 तक — [962, 767, 1094, 817]
notice-signatory-bank: एयू स्मॉल फाइनेन्स बैंक लिमिटेड — [1416, 1620, 1518, 1631]
box-title: नाबालिग पर किया हमला — [607, 312, 724, 326]
table-cell: 02-जून-23 — [1445, 1467, 1518, 1517]
table-cell: 18-फरवरी-23 ₹ 6,94,322/- छः लाख चौरानवे हजार तीन सौ बाईस रूपये मात्र 17-फरवरी-23 तक — [962, 1417, 1094, 1467]
table-cell: 21-फरवरी-23 ₹ 11,68,621/- ग्यारह लाख अड़सठ हजार छः सौ इक्कीस रूपये मात्र 18-फरवरी-23 तक — [962, 1517, 1094, 1567]
table-cell: रिहायशी/व्यावसायिक सम्पत्ति भूमि/बिल्डिंग/स्ट्रक्चर एवं फिक्सर संपत्ति के सभी अभिन्न अंग स्थित प्लाट नं. 10, पीएच नं. 65, सर्वे नं. 448/1 (मिनट), ग्राम बेगमखेड़ी, तहसील एवं जिला उज्जैन, मप्र क्षेत्रफल 1000 वर्ग फीट, पूर्व: अन्य प्लाट, पश्चिम: अन्य प्लाट, उत्तर: रोड, दक्षिण: विक्रेता की भूमि — [1094, 1467, 1444, 1517]
story1-byline: पीपुल्स संवाददाता ● इंदौर — [47, 313, 144, 324]
dateline: इंदौर, रविवार 04 जून, 2023 — [1305, 38, 1455, 53]
table-cell: 13-फरवरी-23 ₹ 4,26,615/- चार लाख छब्बीस हजार छः सौ पन्द्रह रूपये मात्र 10-फरवरी-23 तक — [962, 917, 1094, 967]
story1-intro: शहर में अलग-अलग स्थानों पर शराब के लिए विवाद के मामले — [37, 350, 206, 381]
table-cell: रिहायशी/व्यावसायिक सम्पत्ति भूमि/बिल्डिंग/स्ट्रक्चर एवं फिक्सर संपत्ति के सभी अभिन्न अंग स्थित मकान नं. 405, वार्ड नं. 16, पीएच नं. 80, ग्राम मोहनपुरा, तहसील सांवेर, जिला इंदौर मप्र क्षेत्रफल 1665 वर्ग फीट, पूर्व: रोड एवं खाली जमीन, पश्चिम: रामचन्द्र का मकान, उत्तर: राजकुमार का मकान, दक्षिण: स्वयं की गली — [1094, 817, 1444, 867]
harassment-illustration — [1151, 145, 1526, 320]
table-cell: 13-फरवरी-23 ₹ 4,08,562/- चार लाख आठ हजार पांच सौ बासठ रूपये मात्र 10-फरवरी-23 तक — [962, 717, 1094, 767]
story9-headline: वर्ग विशेष की महिला के साथ सरेराह छेड़छाड़ — [1055, 99, 1435, 126]
page-number: 05 — [1497, 23, 1529, 62]
story1-kicker: शराब के लिए अनेक स्थानों पर विवाद — [224, 104, 572, 134]
table-cell: 21-फरवरी-23 ₹ 10,35,331/- दस लाख पैंतीस हजार तीन सौ इकतीस रूपये मात्र 18-फरवरी-23 तक — [962, 1467, 1094, 1517]
table-cell: 13-फरवरी-23 ₹ 3,13,737/- तीन लाख तेरह हजार सात सौ सैंतीस रूपये मात्र 10-फरवरी-23 तक — [962, 867, 1094, 917]
divider — [402, 1959, 403, 2366]
knife-attack-illustration — [37, 410, 206, 602]
table-row — [787, 1217, 1518, 1267]
table-row — [787, 1317, 1518, 1367]
bank-name — [882, 524, 1518, 556]
table-row — [787, 1417, 1518, 1467]
story1-col1: सामने आए। नशेड़ियों ने शराब के रुपए नहीं मिलने पर मारपीट और हमले किए। शराब दुकान के बाहर बदमाशों ने युवक से शराब पीने के पैसे मांगे। उसने पैसे नहीं दिए तो उसके गुप्तांग पर चाकू मार दिया। पहली घटना भंवरकुआ थाना इलाके के नेमावर रोड वाइन शॉप — [37, 610, 206, 731]
notice-title: परिशिष्ट IV [ देखें नियम 8(1) कब्जा सूचना ] — [787, 589, 1518, 610]
table-row — [787, 817, 1518, 867]
table-cell: 02-जून-23 — [1445, 1217, 1518, 1267]
table-cell: (ऋण खाता संख्या) L9001060713463816, प्रदीप गोगी (ऋणी), पवन गोगी (सहऋणी), श्रीमती गुड्डी बाई गोगी (सहऋणी), जितेन्द्र गोगी (गारंटर) — [787, 1367, 963, 1417]
story8-kicker: कब्जा करने से रोका तो हुआ विवाद, दरांता मारा — [779, 98, 936, 133]
table-cell: (ऋण खाता संख्या) L9001060122547466, अमित नाथ (ऋणी), श्रीमती विमलेश बाई नाथ (सहऋणी) — [787, 1117, 963, 1167]
table-row — [787, 1017, 1518, 1067]
table-cell: 02-जून-23 — [1445, 1417, 1518, 1467]
newspaper-logo: पीपुल्स समाचार — [37, 30, 170, 56]
table-cell: रिहायशी/व्यावसायिक सम्पत्ति भूमि/बिल्डिंग/स्ट्रक्चर एवं फिक्सर संपत्ति के सभी अभिन्न अंग स्थित मकान नं. 44, पीएच नं. 05, ग्राम जालुखेड़ी, तहसील सोनकच्छ, जिला देवास, मप्र क्षेत्रफल 932 वर्ग फीट, पूर्व: ग्राम रास्ता, पश्चिम: ठाकुर सिंह का मकान, उत्तर: नारायण सिंह का मकान, दक्षिण: श्री मुकेश सिंह का मकान — [1094, 1267, 1444, 1317]
table-cell: 13-फरवरी-23 ₹ 2,21,123/- दो लाख इक्कीस हजार एक सौ तेईस रूपये मात्र 10-फरवरी-23 तक — [962, 667, 1094, 717]
table-cell: रिहायशी/व्यावसायिक सम्पत्ति भूमि/बिल्डिंग/स्ट्रक्चर एवं फिक्सर संपत्ति के सभी अभिन्न अंग स्थित मकान नं. 83, वार्ड नं. 07, पीएच नं. 3, ग्राम गुराड़िया सांगा, जिला आगर, मालवा, मप्र क्षेत्रफल 576 वर्ग फीट, पूर्व: कमल का मकान, पश्चिम: रोड, उत्तर: भागीरथ का मकान, दक्षिण: गोकुल प्रसाद का मकान — [1094, 1317, 1444, 1367]
story3-byline: पीपुल्स संवाददाता ● इंदौर — [427, 914, 524, 926]
